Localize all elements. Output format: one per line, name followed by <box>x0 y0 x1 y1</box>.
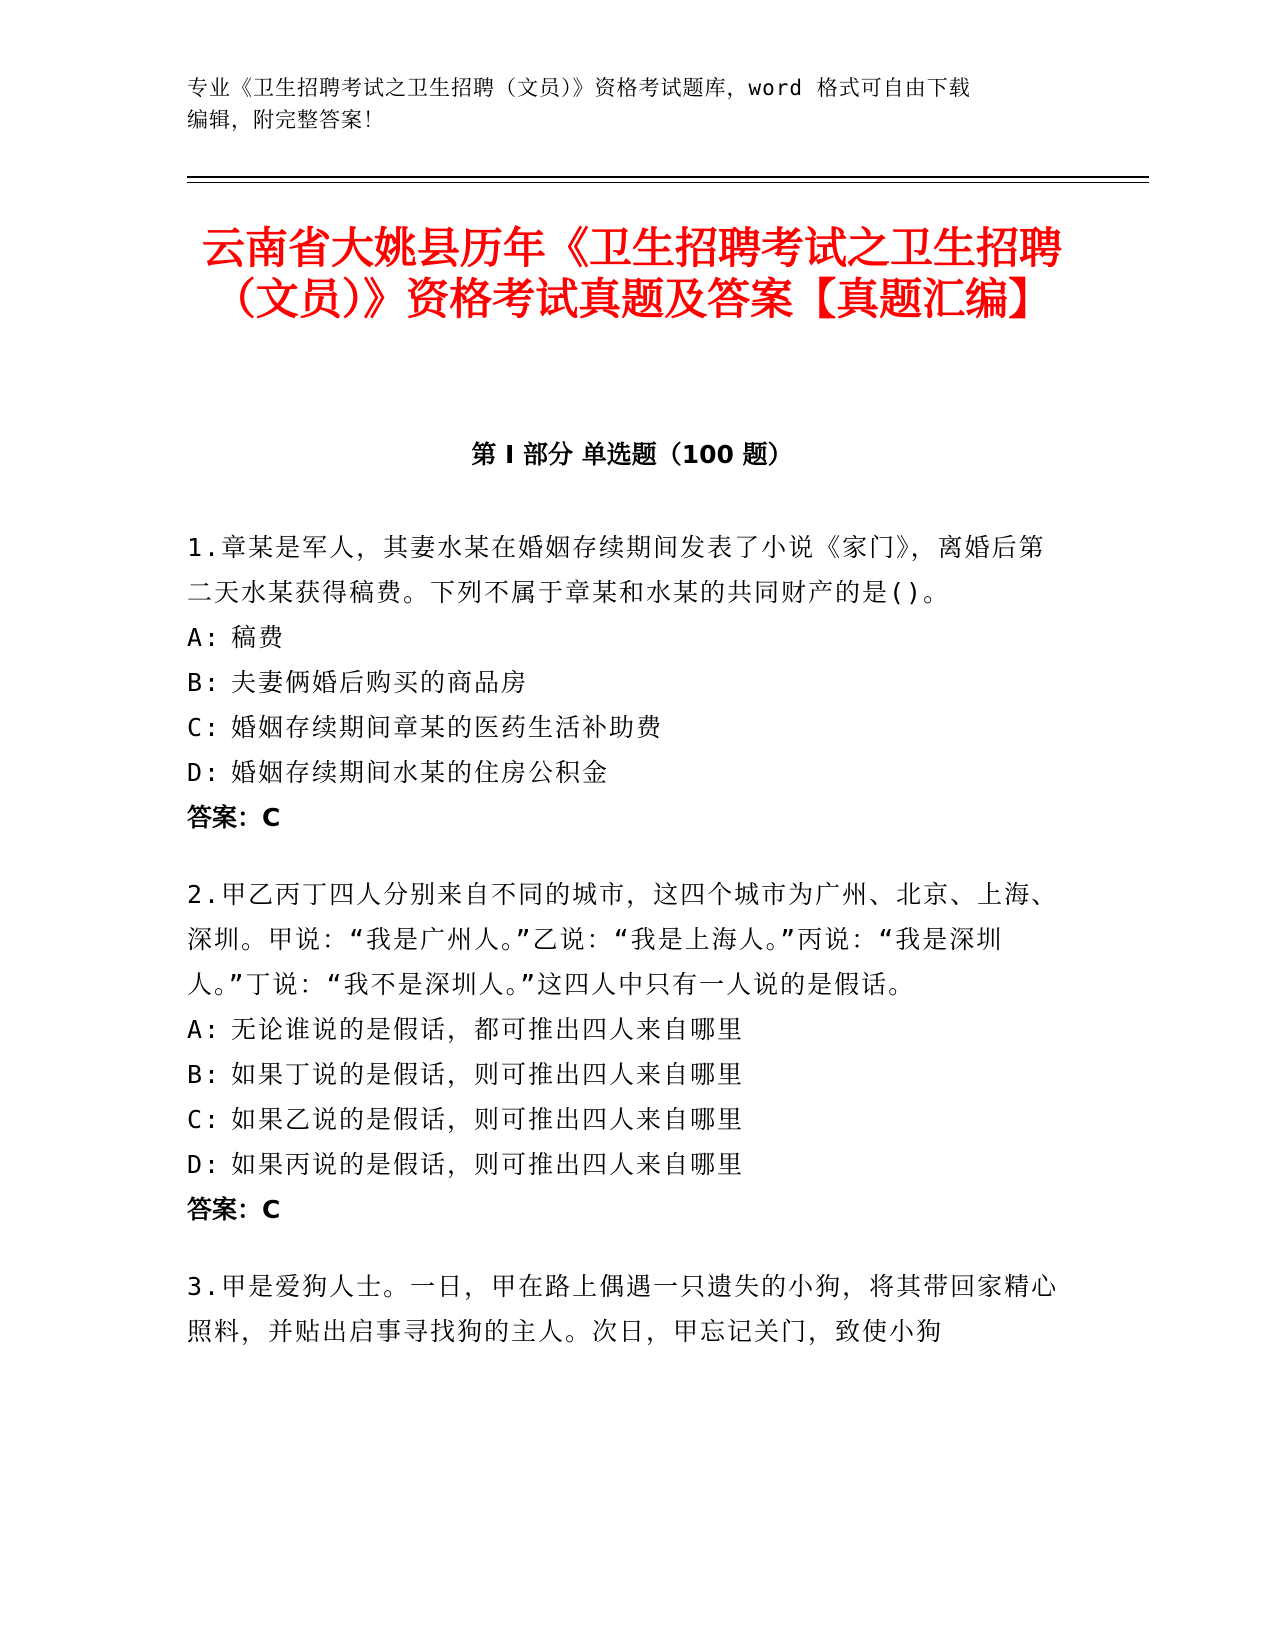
option-b <box>187 660 1067 705</box>
option-text: 如果丙说的是假话，则可推出四人来自哪里 <box>231 1150 745 1179</box>
question-stem: 1.章某是军人，其妻水某在婚姻存续期间发表了小说《家门》，离婚后第二天水某获得稿费。下列不属于章某和水某的共同财产的是()。 <box>187 533 1046 607</box>
question-1 <box>187 525 1067 840</box>
option-text: 夫妻俩婚后购买的商品房 <box>231 668 529 697</box>
option-letter: A: <box>187 1015 222 1044</box>
option-letter: B: <box>187 1060 222 1089</box>
header-note-line-2: 编辑，附完整答案！ <box>187 108 385 132</box>
question-list <box>187 525 1067 1386</box>
answer-line: 答案：C <box>187 1195 281 1224</box>
option-c <box>187 705 1067 750</box>
option-letter: A: <box>187 623 222 652</box>
header-divider-thick <box>187 176 1149 178</box>
section-heading: 第 I 部分 单选题（100 题） <box>471 440 793 469</box>
option-text: 婚姻存续期间章某的医药生活补助费 <box>231 713 664 742</box>
document-title: 云南省大姚县历年《卫生招聘考试之卫生招聘（文员）》资格考试真题及答案【真题汇编】 <box>202 224 1062 325</box>
option-text: 婚姻存续期间水某的住房公积金 <box>231 758 610 787</box>
header-divider-thin <box>187 182 1149 183</box>
option-letter: C: <box>187 1105 222 1134</box>
answer-line: 答案：C <box>187 803 281 832</box>
header-note-line-1: 专业《卫生招聘考试之卫生招聘（文员）》资格考试题库，word 格式可自由下载 <box>187 76 971 100</box>
option-a <box>187 615 1067 660</box>
option-c <box>187 1097 1067 1142</box>
option-b <box>187 1052 1067 1097</box>
option-a <box>187 1007 1067 1052</box>
question-3 <box>187 1264 1067 1354</box>
option-text: 如果乙说的是假话，则可推出四人来自哪里 <box>231 1105 745 1134</box>
question-2 <box>187 872 1067 1232</box>
option-text: 无论谁说的是假话，都可推出四人来自哪里 <box>231 1015 745 1044</box>
option-d <box>187 750 1067 795</box>
question-stem: 2.甲乙丙丁四人分别来自不同的城市，这四个城市为广州、北京、上海、深圳。甲说：“我是广州人。”乙说：“我是上海人。”丙说：“我是深圳人。”丁说：“我不是深圳人。”这四人中只有一人说的是假话。 <box>187 880 1059 999</box>
option-text: 稿费 <box>231 623 286 652</box>
option-letter: C: <box>187 713 222 742</box>
option-letter: D: <box>187 758 222 787</box>
question-stem: 3.甲是爱狗人士。一日，甲在路上偶遇一只遗失的小狗，将其带回家精心照料，并贴出启事寻找狗的主人。次日，甲忘记关门，致使小狗 <box>187 1272 1059 1346</box>
option-text: 如果丁说的是假话，则可推出四人来自哪里 <box>231 1060 745 1089</box>
option-letter: D: <box>187 1150 222 1179</box>
option-d <box>187 1142 1067 1187</box>
option-letter: B: <box>187 668 222 697</box>
header-note <box>187 72 1087 136</box>
